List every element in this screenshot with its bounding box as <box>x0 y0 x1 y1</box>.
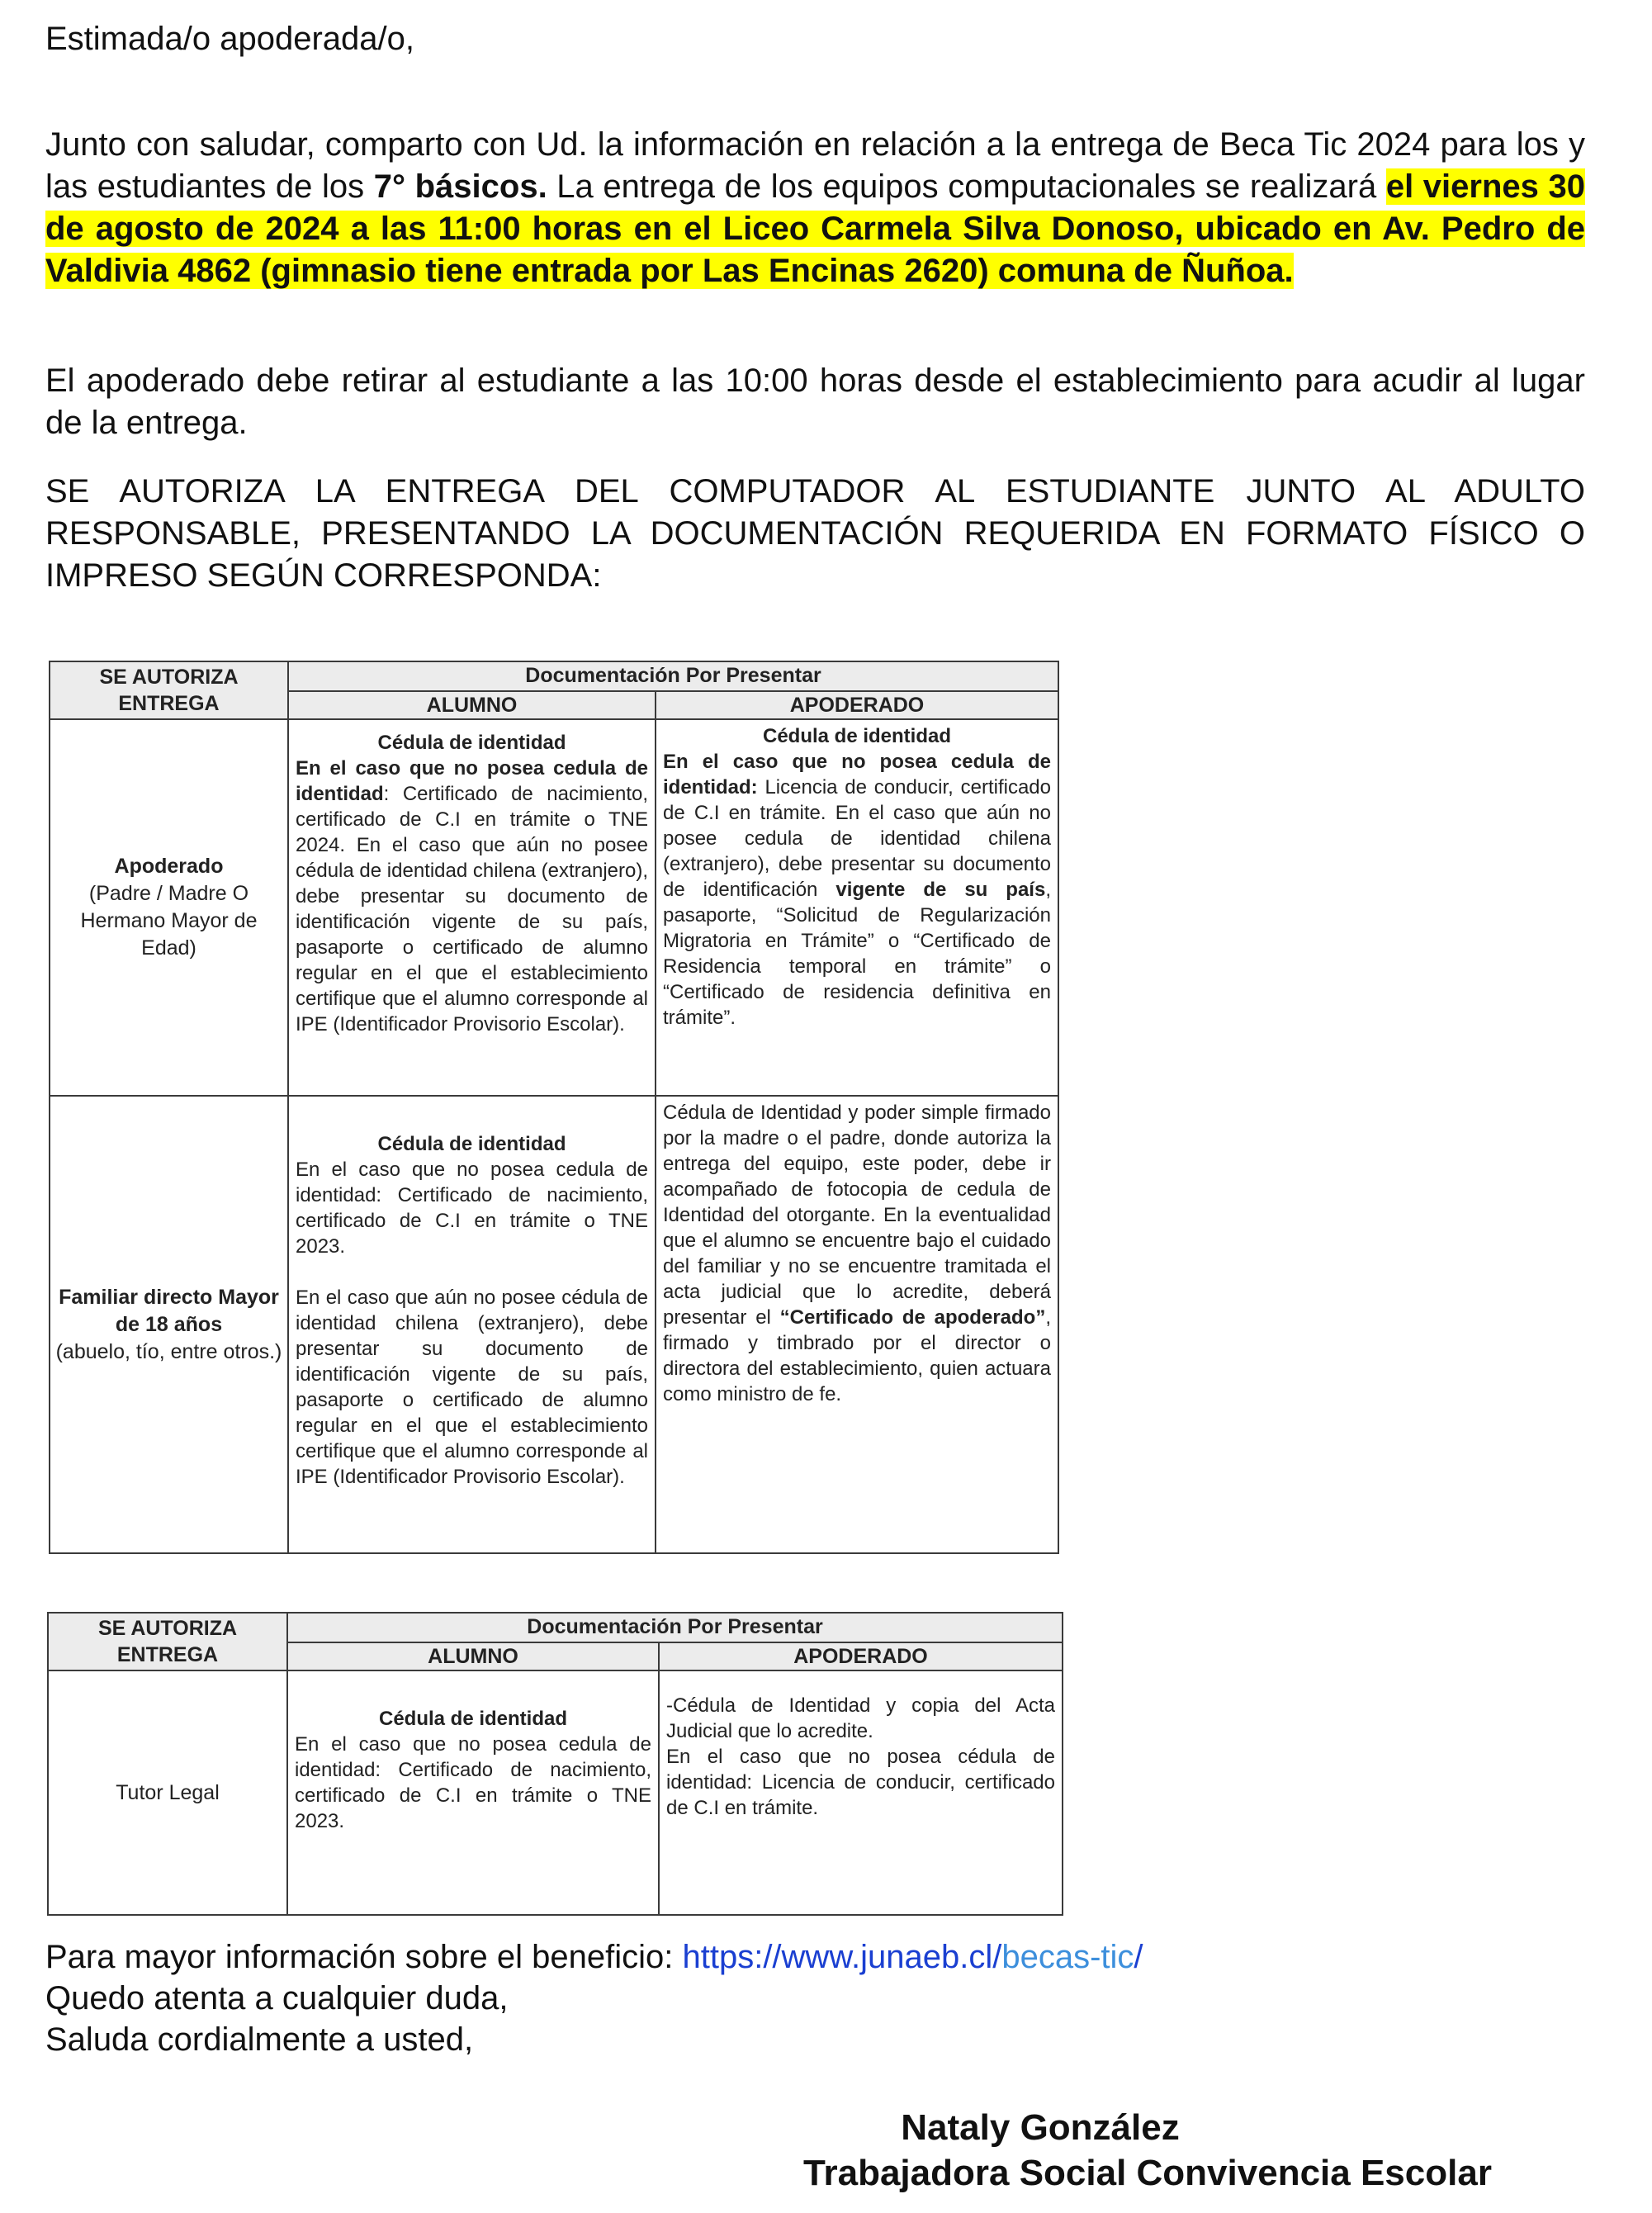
row-label-rest: (abuelo, tío, entre otros.) <box>55 1339 282 1363</box>
col-student-header: ALUMNO <box>288 691 656 719</box>
guardian-docs-bold: En el caso que no posea cedula de identidad: <box>663 751 1051 798</box>
table-row-apoderado <box>50 719 1058 1096</box>
col-authorize-header: SE AUTORIZA ENTREGA <box>48 1613 287 1670</box>
student-docs-text: En el caso que no posea cedula de identidad: Certificado de nacimiento, certificado de C.I en trámite o TNE 2023. <box>295 1733 651 1832</box>
pickup-paragraph: El apoderado debe retirar al estudiante a las 10:00 horas desde el establecimiento para acudir al lugar de la entrega. <box>45 363 1585 441</box>
guardian-docs-apoderado <box>656 719 1058 1096</box>
guardian-docs-tutor <box>659 1670 1063 1915</box>
signature-name: Nataly González <box>901 2107 1180 2148</box>
signature-role: Trabajadora Social Convivencia Escolar <box>803 2153 1492 2193</box>
row-label-tutor: Tutor Legal <box>48 1670 287 1915</box>
footer-info <box>45 1936 1585 1978</box>
student-docs-familiar <box>288 1096 656 1553</box>
footer-info-text: Para mayor información sobre el beneficio: <box>45 1939 683 1975</box>
greeting: Estimada/o apoderada/o, <box>45 21 414 57</box>
col-guardian-header: APODERADO <box>656 691 1058 719</box>
student-docs-tutor <box>287 1670 659 1915</box>
row-label-bold: Apoderado <box>114 855 224 878</box>
guardian-docs-title: Cédula de identidad <box>762 725 952 747</box>
table-row-tutor <box>48 1670 1063 1915</box>
guardian-docs-text-2: En el caso que no posea cédula de identidad: Licencia de conducir, certificado de C.I en trámite. <box>666 1746 1055 1819</box>
col-authorize-header: SE AUTORIZA ENTREGA <box>50 661 288 719</box>
guardian-docs-text-1: Licencia de conducir, certificado de C.I en trámite. En el caso que aún no posee cedula de identidad chilena (extranjero), debe presentar su documento de identificación <box>663 776 1051 901</box>
benefit-link[interactable]: https://www.junaeb.cl/becas-tic/ <box>682 1939 1143 1975</box>
row-label-familiar <box>50 1096 288 1553</box>
guardian-docs-text-2: , firmado y timbrado por el director o directora del establecimiento, quien actuara como ministro de fe. <box>663 1306 1051 1405</box>
student-docs-title: Cédula de identidad <box>377 732 566 754</box>
intro-text-1: Junto con saludar, comparto con Ud. la información en relación a la entrega de Beca Tic 2024 para los y las estudiantes de los <box>45 126 1585 205</box>
col-guardian-header: APODERADO <box>659 1642 1063 1670</box>
col-docs-header: Documentación Por Presentar <box>287 1613 1063 1642</box>
guardian-docs-bold-2: vigente de su país <box>835 879 1046 901</box>
student-docs-title: Cédula de identidad <box>377 1133 566 1155</box>
footer-line-2: Quedo atenta a cualquier duda, <box>45 1980 509 2016</box>
guardian-docs-familiar <box>656 1096 1058 1553</box>
footer-line-3: Saluda cordialmente a usted, <box>45 2021 474 2058</box>
student-docs-apoderado <box>288 719 656 1096</box>
guardian-docs-text-1: Cédula de Identidad y poder simple firmado por la madre o el padre, donde autoriza la entrega del equipo, este poder, debe ir acompañado de fotocopia de cedula de Identidad del otorgante. En la eventualidad que el alumno se encuentre bajo el cuidado del familiar y no se encuentre tramitada el acta judicial que lo acredite, deberá presentar el <box>663 1102 1051 1329</box>
student-docs-title: Cédula de identidad <box>378 1708 568 1730</box>
col-student-header: ALUMNO <box>287 1642 659 1670</box>
guardian-docs-text-2: , pasaporte, “Solicitud de Regularización Migratoria en Trámite” o “Certificado de Residencia temporal en trámite” o “Certificado de residencia definitiva en trámite”. <box>663 879 1051 1029</box>
guardian-docs-text-1: -Cédula de Identidad y copia del Acta Judicial que lo acredite. <box>666 1694 1055 1742</box>
row-label-rest: (Padre / Madre O Hermano Mayor de Edad) <box>80 882 258 960</box>
intro-paragraph <box>45 124 1585 292</box>
intro-grade: 7° básicos. <box>373 168 547 205</box>
authorization-paragraph: SE AUTORIZA LA ENTREGA DEL COMPUTADOR AL ESTUDIANTE JUNTO AL ADULTO RESPONSABLE, PRESENTANDO LA DOCUMENTACIÓN REQUERIDA EN FORMATO FÍSICO O IMPRESO SEGÚN CORRESPONDA: <box>45 473 1585 594</box>
student-docs-bold: En el caso que no posea cedula de identidad <box>296 757 648 805</box>
row-label-bold: Familiar directo Mayor de 18 años <box>59 1285 279 1336</box>
student-docs-text-1: En el caso que no posea cedula de identidad: Certificado de nacimiento, certificado de C.I en trámite o TNE 2023. <box>296 1159 648 1258</box>
table-row-familiar <box>50 1096 1058 1553</box>
intro-highlight: el viernes 30 de agosto de 2024 a las 11:00 horas en el Liceo Carmela Silva Donoso, ubicado en Av. Pedro de Valdivia 4862 (gimnasio tiene entrada por Las Encinas 2620) comuna de Ñuñoa. <box>45 168 1585 289</box>
intro-text-2: La entrega de los equipos computacionales se realizará <box>547 168 1386 205</box>
documentation-table-1 <box>49 661 1059 1554</box>
col-docs-header: Documentación Por Presentar <box>288 661 1058 691</box>
row-label-apoderado <box>50 719 288 1096</box>
student-docs-text: : Certificado de nacimiento, certificado de C.I en trámite o TNE 2024. En el caso que aún no posee cédula de identidad chilena (extranjero), debe presentar su documento de identificación vigente de su país, pasaporte o certificado de alumno regular en el que el establecimiento certifique que el alumno corresponde al IPE (Identificador Provisorio Escolar). <box>296 783 648 1035</box>
student-docs-text-2: En el caso que aún no posee cédula de identidad chilena (extranjero), debe presentar su documento de identificación vigente de su país, pasaporte o certificado de alumno regular en el que el establecimiento certifique que el alumno corresponde al IPE (Identificador Provisorio Escolar). <box>296 1287 648 1488</box>
documentation-table-2 <box>47 1612 1063 1916</box>
guardian-docs-bold: “Certificado de apoderado” <box>779 1306 1046 1329</box>
